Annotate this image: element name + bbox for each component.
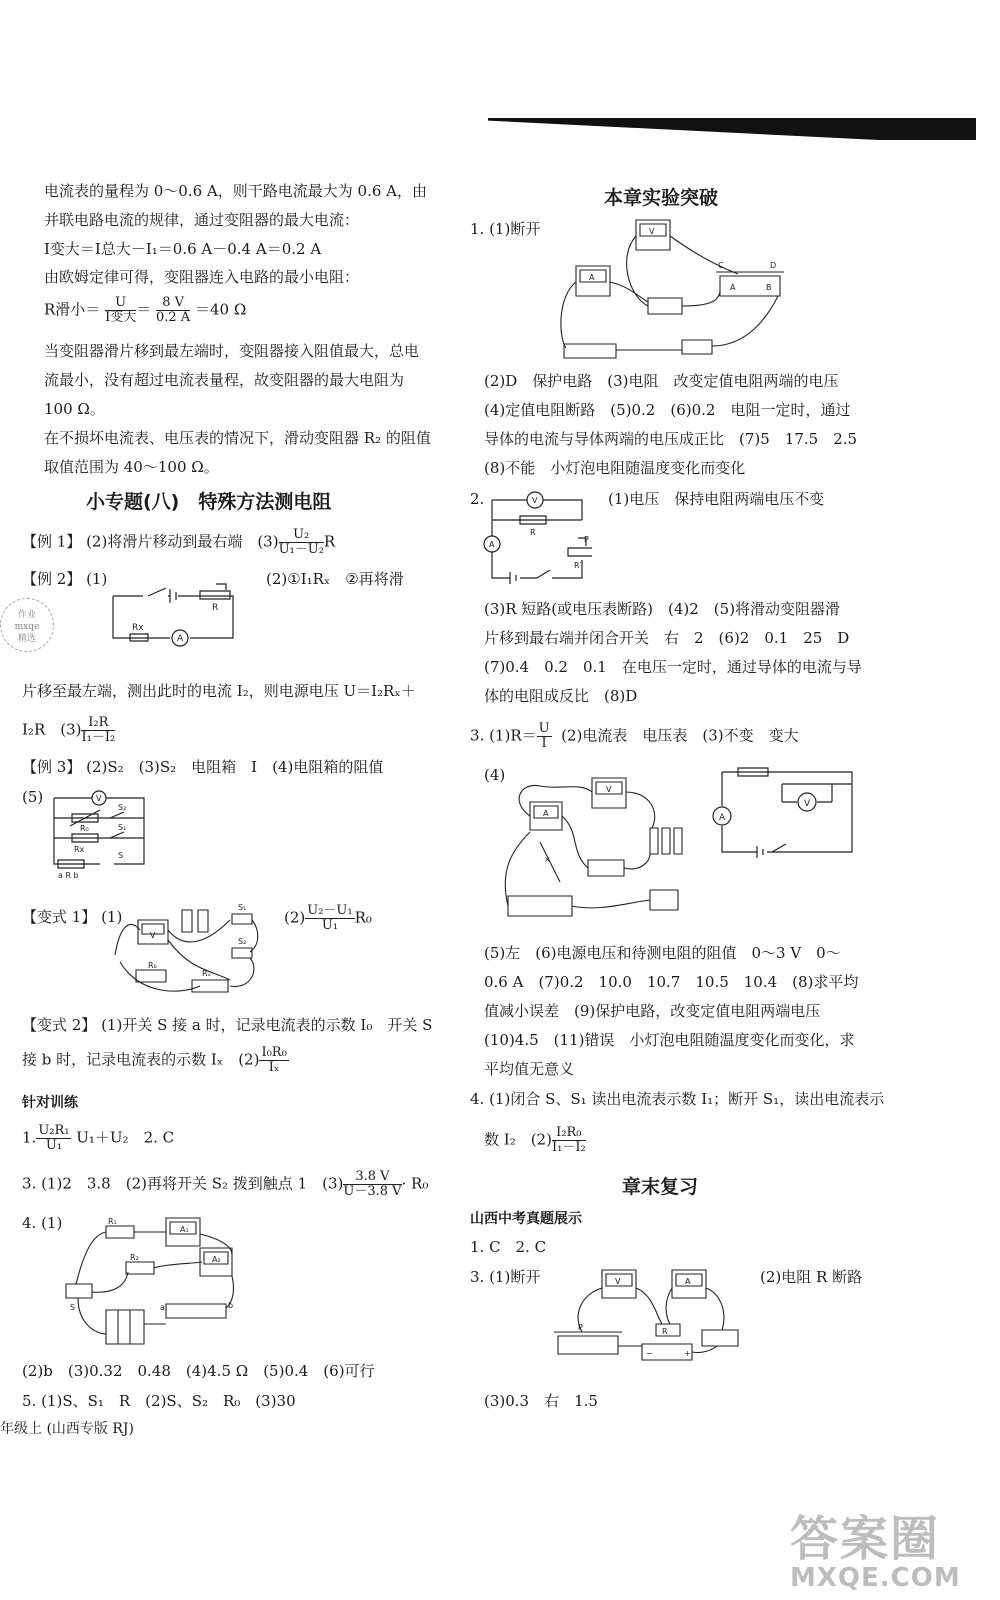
- watermark-url: MXQE.COM: [790, 1563, 961, 1593]
- text-line: (5): [22, 788, 44, 806]
- svg-text:a R b: a R b: [58, 871, 79, 878]
- svg-text:V: V: [532, 496, 538, 505]
- formula-text: R滑小＝: [44, 300, 101, 319]
- text-line: 取值范围为 40～100 Ω。: [44, 458, 219, 476]
- subsection-title: 山西中考真题展示: [470, 1211, 582, 1227]
- answer-line: 1. $\frac{\text{U₂R₁}}{\text{U₁}}$ U₁＋U₂ 2. C: [22, 1123, 175, 1153]
- text-line: 【例 3】 (2)S₂ (3)S₂ 电阻箱 I (4)电阻箱的阻值: [22, 758, 384, 776]
- svg-text:S: S: [70, 1303, 76, 1312]
- text-line: 电流表的量程为 0～0.6 A，则干路电流最大为 0.6 A，由: [44, 182, 427, 200]
- svg-text:A₁: A₁: [180, 1225, 189, 1234]
- circuit-diagram: [712, 766, 862, 860]
- circuit-photo: [56, 1214, 246, 1354]
- formula-line: 3. (1)R＝ $\frac{U}{I}$ (2)电流表 电压表 (3)不变 变大: [470, 721, 799, 751]
- fraction: $\frac{\text{I₂R₀}}{\text{I₁－I₂}}$: [551, 1125, 586, 1155]
- svg-text:−: −: [646, 1349, 653, 1358]
- answer-line: (7)0.4 0.2 0.1 在电压一定时，通过导体的电流与导: [484, 658, 862, 676]
- answer-line: (8)不能 小灯泡电阻随温度变化而变化: [484, 459, 746, 477]
- section-title: 章末复习: [622, 1176, 699, 1198]
- circuit-diagram: [44, 786, 154, 878]
- fraction: $\frac{\text{U₂}}{\text{U₁－U₂}}$: [278, 527, 324, 557]
- fraction: $\frac{8 V}{0.2 A}$: [156, 295, 191, 325]
- page-footer: 年级上 (山西专版 RJ): [0, 1421, 134, 1437]
- svg-text:R: R: [530, 528, 536, 537]
- formula-text: ＝40 Ω: [194, 300, 247, 319]
- svg-text:R₁: R₁: [108, 1217, 117, 1226]
- answer-line: 4. (1)闭合 S、S₁ 读出电流表示数 I₁；断开 S₁，读出电流表示: [470, 1090, 885, 1108]
- svg-text:P: P: [578, 1323, 583, 1332]
- svg-text:a: a: [160, 1303, 165, 1312]
- text-line: 片移至最左端，测出此时的电流 I₂，则电源电压 U＝I₂Rₓ＋: [22, 682, 416, 700]
- svg-text:A: A: [589, 273, 595, 282]
- svg-text:S₁: S₁: [238, 903, 247, 912]
- svg-text:Rx: Rx: [74, 845, 85, 854]
- svg-text:V: V: [150, 931, 156, 940]
- fraction: $\frac{U}{\text{I变大}}$: [105, 295, 137, 325]
- svg-text:Rₓ: Rₓ: [202, 969, 212, 978]
- watermark-logo: 答案圈: [790, 1511, 941, 1567]
- circuit-photo: [500, 772, 700, 932]
- answer-line: 5. (1)S、S₁ R (2)S、S₂ R₀ (3)30: [22, 1392, 296, 1410]
- answer-line: (5)左 (6)电源电压和待测电阻的阻值 0～3 V 0～: [484, 944, 841, 962]
- answer-line: 0.6 A (7)0.2 10.0 10.7 10.5 10.4 (8)求平均: [484, 973, 859, 991]
- text-line: 【变式 1】 (1): [22, 908, 123, 926]
- svg-text:A: A: [730, 283, 736, 292]
- svg-text:R₀: R₀: [148, 961, 157, 970]
- circuit-photo: [552, 1264, 752, 1374]
- fraction: $\frac{\text{U₂R₁}}{\text{U₁}}$: [38, 1123, 70, 1153]
- answer-line: (2)b (3)0.32 0.48 (4)4.5 Ω (5)0.4 (6)可行: [22, 1362, 375, 1380]
- formula-line: 数 I₂ (2) $\frac{\text{I₂R₀}}{\text{I₁－I₂}}$: [484, 1125, 586, 1155]
- answer-line: 3. (1)断开: [470, 1268, 541, 1286]
- answer-line: (3)R 短路(或电压表断路) (4)2 (5)将滑动变阻器滑: [484, 600, 841, 618]
- svg-text:+: +: [684, 1349, 691, 1358]
- circuit-photo: [548, 216, 788, 366]
- text-line: 并联电路电流的规律，通过变阻器的最大电流：: [44, 211, 360, 229]
- svg-text:P: P: [584, 535, 589, 544]
- formula-line: (2) $\frac{\text{U₂－U₁}}{\text{U₁}}$ R₀: [284, 903, 372, 933]
- svg-text:S: S: [118, 851, 124, 860]
- svg-text:A: A: [543, 809, 549, 818]
- text-line: 流最小，没有超过电流表量程，故变阻器的最大电阻为: [44, 371, 405, 389]
- formula-line: I₂R (3) $\frac{\text{I₂R}}{\text{I₁－I₂}}$: [22, 715, 116, 745]
- answer-line: (3)0.3 右 1.5: [484, 1392, 598, 1410]
- svg-text:B: B: [766, 283, 772, 292]
- fraction: $\frac{\text{I₂R}}{\text{I₁－I₂}}$: [81, 715, 116, 745]
- text-line: 由欧姆定律可得，变阻器连入电路的最小电阻：: [44, 268, 360, 286]
- svg-text:×: ×: [544, 855, 551, 864]
- answer-line: 体的电阻成反比 (8)D: [484, 687, 638, 705]
- formula-line: 接 b 时，记录电流表的示数 Iₓ (2) $\frac{\text{I₀R₀}}{\text{Iₓ}}$: [22, 1045, 287, 1075]
- answer-line: (2)D 保护电路 (3)电阻 改变定值电阻两端的电压: [484, 372, 839, 390]
- svg-text:V: V: [96, 794, 102, 803]
- svg-text:S₂: S₂: [118, 803, 127, 812]
- text-line: 在不损坏电流表、电压表的情况下，滑动变阻器 R₂ 的阻值: [44, 429, 431, 447]
- svg-text:V: V: [649, 227, 655, 236]
- answer-line: 3. (1)2 3.8 (2)再将开关 S₂ 拨到触点 1 (3) $\frac{3.8 V}{U-3.8 V}$ · R₀: [22, 1169, 429, 1199]
- subsection-title: 针对训练: [22, 1095, 78, 1111]
- svg-text:V: V: [804, 799, 811, 809]
- answer-line: 导体的电流与导体两端的电压成正比 (7)5 17.5 2.5: [484, 430, 858, 448]
- section-title: 小专题(八) 特殊方法测电阻: [86, 491, 332, 513]
- fraction: $\frac{3.8 V}{U-3.8 V}$: [343, 1169, 402, 1199]
- svg-text:V: V: [615, 1277, 621, 1286]
- stamp: 作业 mxqe 精选: [0, 598, 54, 652]
- answer-line: (2)电阻 R 断路: [760, 1268, 863, 1286]
- answer-line: 4. (1): [22, 1214, 63, 1232]
- svg-text:C: C: [718, 261, 724, 270]
- text-line: 【变式 2】 (1)开关 S 接 a 时，记录电流表的示数 I₀ 开关 S: [22, 1016, 433, 1034]
- answer-line: 1. C 2. C: [470, 1238, 547, 1256]
- example-line: 【例 1】 (2)将滑片移动到最右端 (3) $\frac{\text{U₂}}{\text{U₁－U₂}}$ R: [22, 527, 336, 557]
- svg-text:R: R: [662, 1327, 668, 1336]
- text-line: 100 Ω。: [44, 400, 105, 418]
- section-title: 本章实验突破: [604, 187, 719, 209]
- answer-line: 值减小误差 (9)保护电路，改变定值电阻两端电压: [484, 1002, 821, 1020]
- svg-text:A: A: [719, 813, 726, 823]
- answer-line: (10)4.5 (11)错误 小灯泡电阻随温度变化而变化，求: [484, 1031, 855, 1049]
- circuit-diagram: [108, 576, 248, 656]
- svg-text:A₂: A₂: [212, 1255, 221, 1264]
- svg-text:A: A: [685, 1277, 691, 1286]
- text-line: 当变阻器滑片移到最左端时，变阻器接入阻值最大，总电: [44, 342, 420, 360]
- answer-line: 片移到最右端并闭合开关 右 2 (6)2 0.1 25 D: [484, 629, 850, 647]
- fraction: $\frac{U}{I}$: [538, 721, 550, 751]
- answer-line: (1)电压 保持电阻两端电压不变: [608, 490, 825, 508]
- svg-text:V: V: [606, 785, 612, 794]
- svg-text:S₁: S₁: [118, 823, 127, 832]
- answer-line: (4)定值电阻断路 (5)0.2 (6)0.2 电阻一定时，通过: [484, 401, 851, 419]
- formula-line: R滑小＝ $\frac{U}{\text{I变大}}$ ＝ $\frac{8 V}{0.2 A}$ ＝40 Ω: [44, 295, 247, 325]
- answer-line: 平均值无意义: [484, 1060, 575, 1078]
- svg-text:A: A: [489, 540, 495, 549]
- header-bar: [488, 118, 976, 140]
- answer-line: 2.: [470, 490, 485, 508]
- circuit-photo: [110, 900, 270, 1000]
- svg-text:R: R: [212, 603, 219, 613]
- svg-text:b: b: [228, 1301, 234, 1310]
- text-line: I变大＝I总大－I₁＝0.6 A－0.4 A＝0.2 A: [44, 240, 322, 258]
- fraction: $\frac{\text{I₀R₀}}{\text{Iₓ}}$: [261, 1045, 287, 1075]
- svg-text:R₂: R₂: [130, 1253, 139, 1262]
- text-line: (2)①I₁Rₓ ②再将滑: [266, 570, 404, 588]
- fraction: $\frac{\text{U₂－U₁}}{\text{U₁}}$: [307, 903, 353, 933]
- watermark: [790, 1500, 970, 1592]
- text-line: 【例 2】 (1): [22, 570, 108, 588]
- svg-text:R′: R′: [574, 561, 582, 570]
- svg-text:A: A: [177, 634, 184, 644]
- svg-text:R₀: R₀: [80, 824, 89, 833]
- answer-line: (4): [484, 766, 506, 784]
- svg-text:D: D: [770, 261, 777, 270]
- svg-text:S₂: S₂: [238, 937, 247, 946]
- svg-text:Rx: Rx: [132, 623, 144, 633]
- answer-line: 1. (1)断开: [470, 220, 541, 238]
- circuit-diagram: [482, 490, 592, 584]
